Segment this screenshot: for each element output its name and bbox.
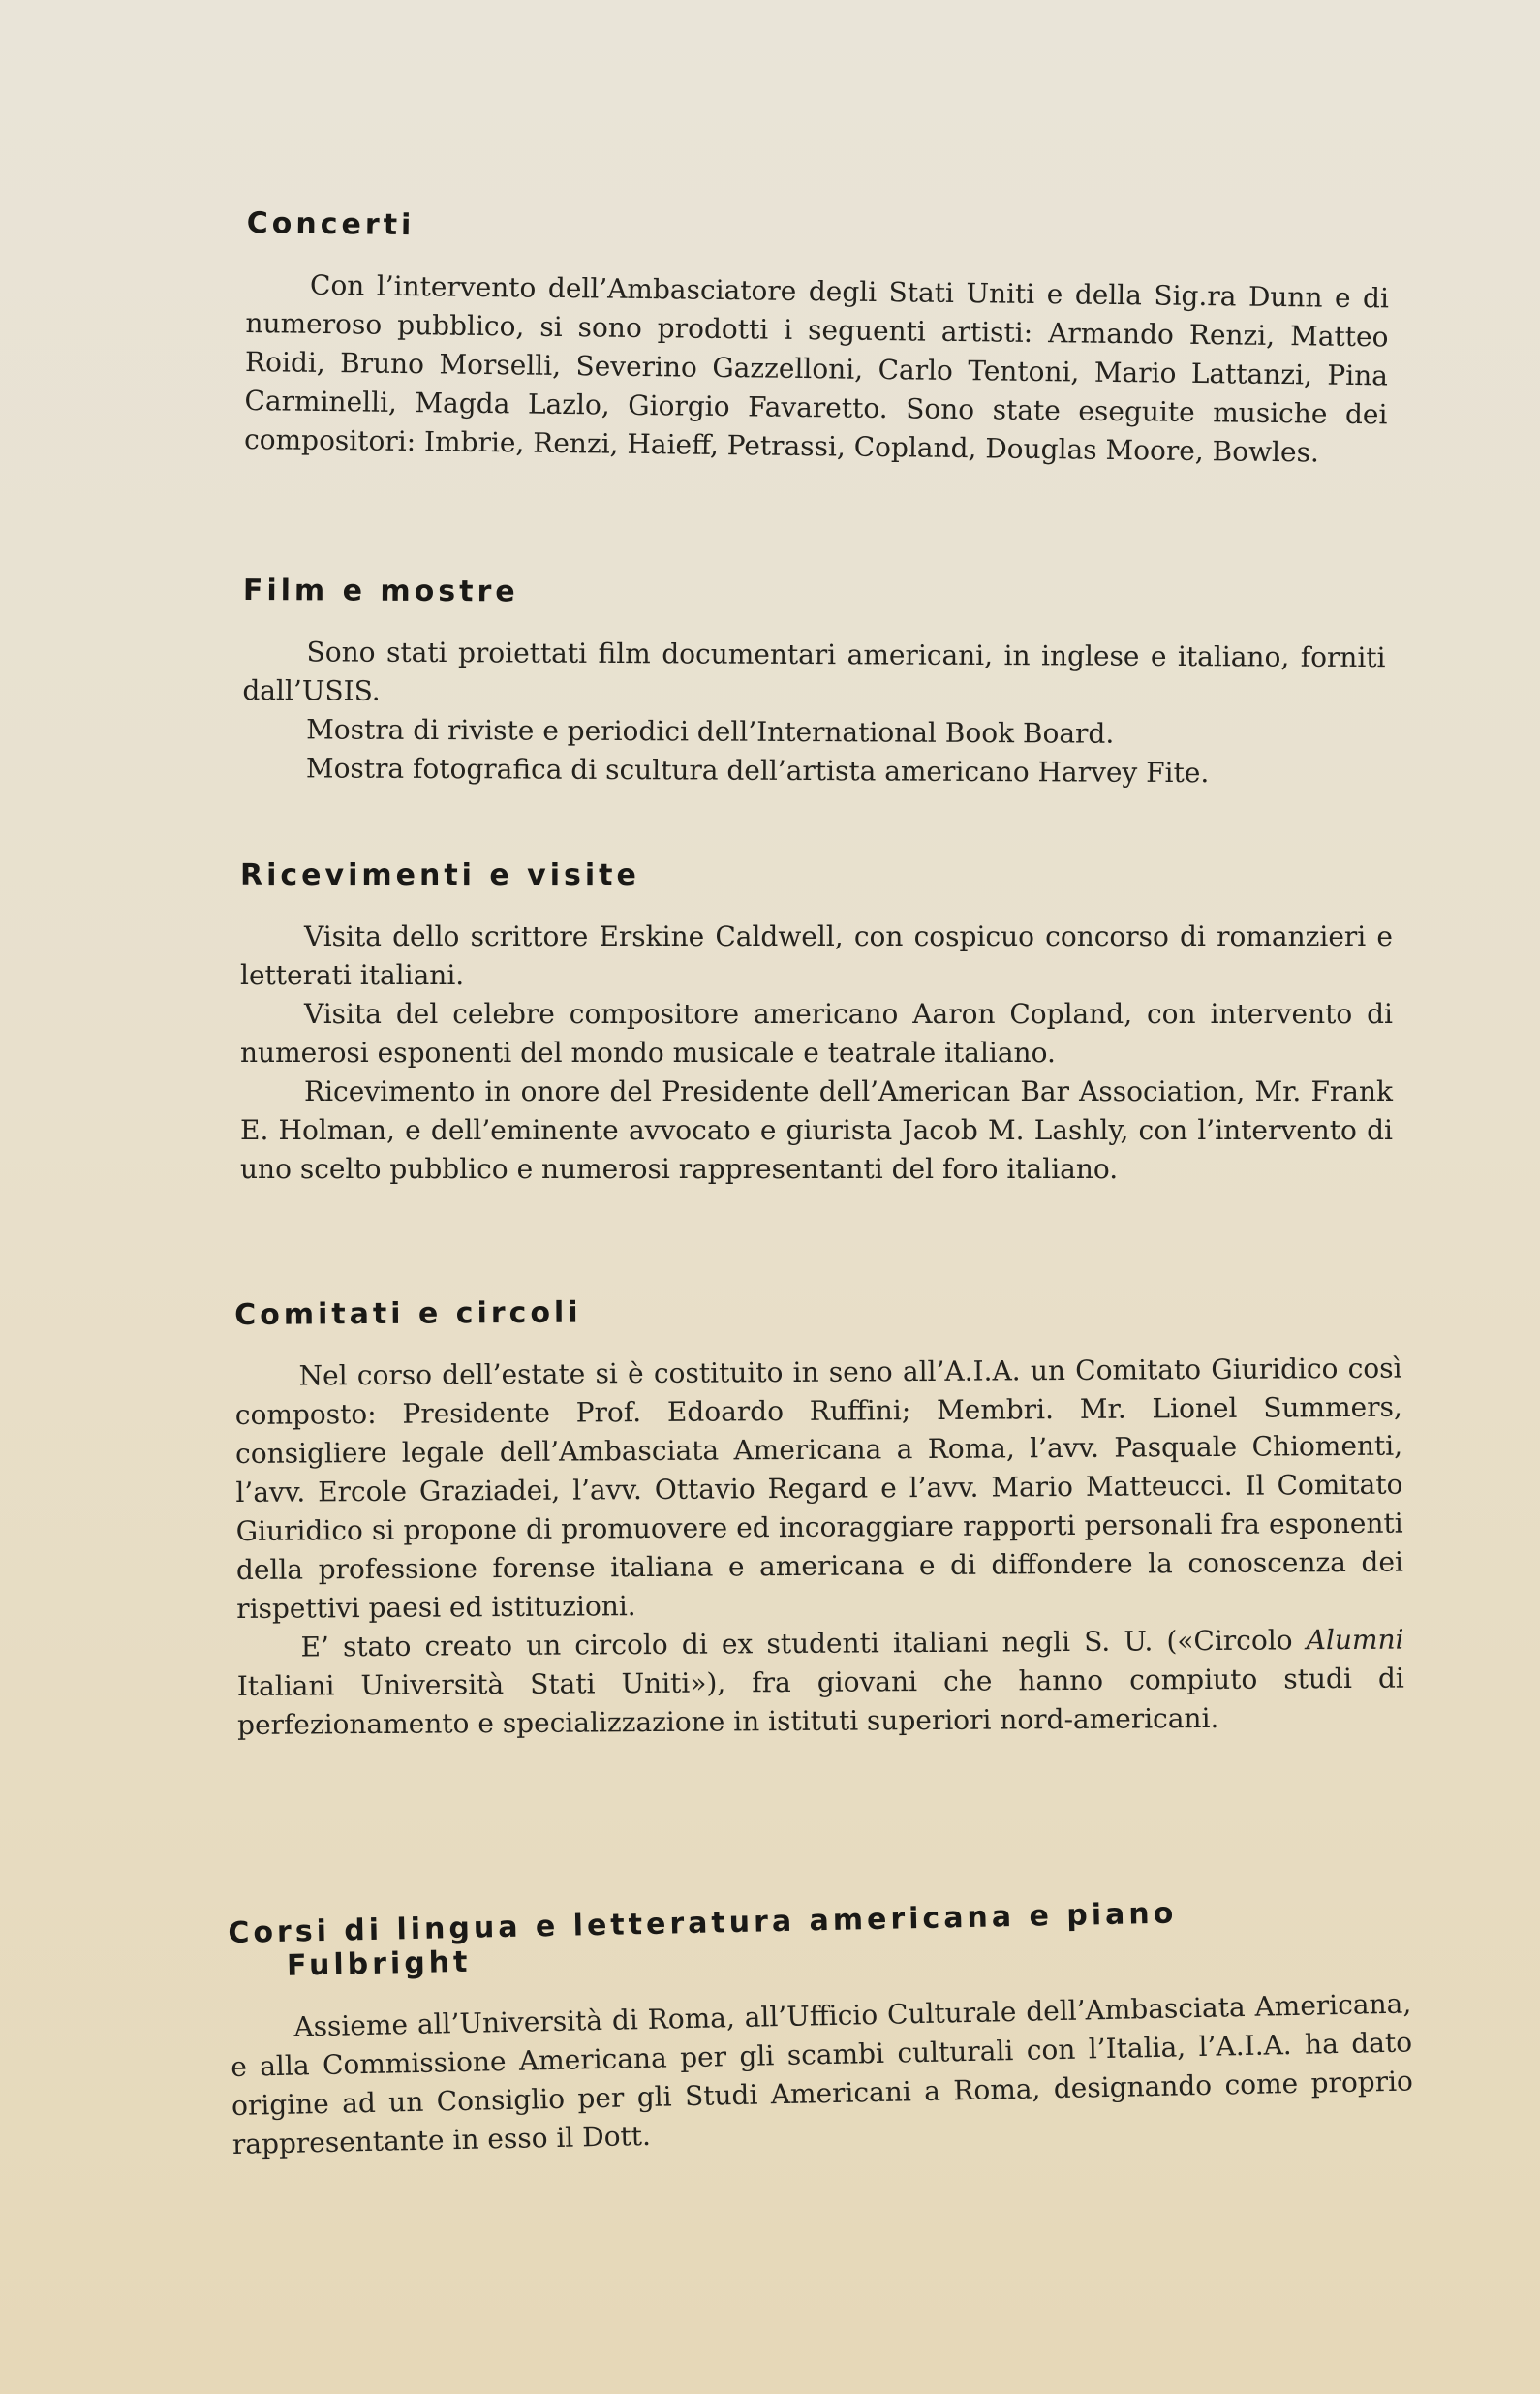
- paragraph: Visita del celebre compositore americano Aaron Copland, con intervento di numerosi esponenti del mondo musicale e teatrale italiano.: [240, 998, 1393, 1069]
- heading-comitati: Comitati e circoli: [234, 1295, 582, 1332]
- paragraph: Mostra di riviste e periodici dell’International Book Board.: [306, 713, 1115, 750]
- section-corsi: [228, 1891, 1414, 2163]
- paragraph: Nel corso dell’estate si è costituito in seno all’A.I.A. un Comitato Giuridico così composto: Presidente Prof. Edoardo Ruffini; Membri. Mr. Lionel Summers, consigliere legale dell’Ambasciata Americana a Roma, l’avv. Pasquale Chiomenti, l’avv. Ercole Graziadei, l’avv. Ottavio Regard e l’avv. Mario Matteucci. Il Comitato Giuridico si propone di promuovere ed incoraggiare rapporti personali fra esponenti della professione forense italiana e americana e di diffondere la conoscenza dei rispettivi paesi ed istituzioni.: [234, 1352, 1404, 1625]
- section-comitati: [234, 1290, 1404, 1745]
- heading-concerti: Concerti: [246, 206, 416, 243]
- heading-film-mostre: Film e mostre: [242, 574, 519, 609]
- heading-corsi: [228, 1891, 1410, 1984]
- paragraph: Con l’intervento dell’Ambasciatore degli Stati Uniti e della Sig.ra Dunn e di numeroso pubblico, si sono prodotti i seguenti artisti: Armando Renzi, Matteo Roidi, Bruno Morselli, Severino Gazzelloni, Carlo Tentoni, Mario Lattanzi, Pina Carminelli, Magda Lazlo, Giorgio Favaretto. Sono state eseguite musiche dei compositori: Imbrie, Renzi, Haieff, Petrassi, Copland, Douglas Moore, Bowles.: [243, 268, 1390, 469]
- paragraph: Sono stati proiettati film documentari americani, in inglese e italiano, forniti dall’USIS.: [242, 636, 1386, 707]
- paragraph: Visita dello scrittore Erskine Caldwell, con cospicuo concorso di romanzieri e letterati italiani.: [240, 920, 1393, 991]
- paragraph: Mostra fotografica di scultura dell’artista americano Harvey Fite.: [305, 752, 1210, 790]
- paragraph: Ricevimento in onore del Presidente dell’American Bar Association, Mr. Frank E. Holman, e dell’eminente avvocato e giurista Jacob M. Lashly, con l’intervento di uno scelto pubblico e numerosi rappresentanti del foro italiano.: [240, 1075, 1393, 1185]
- section-concerti: [244, 206, 1390, 473]
- section-film-mostre: [242, 574, 1386, 793]
- paragraph-circolo: [236, 1621, 1404, 1745]
- circolo-text-italic: Alumni: [1306, 1623, 1404, 1657]
- paragraph: Assieme all’Università di Roma, all’Ufficio Culturale dell’Ambasciata Americana, e alla Commissione Americana per gli scambi culturali con l’Italia, l’A.I.A. ha dato origine ad un Consiglio per gli Studi Americani a Roma, designando come proprio rappresentante in esso il Dott.: [230, 1987, 1414, 2161]
- heading-corsi-line1: Corsi di lingua e letteratura americana e piano: [228, 1896, 1178, 1950]
- section-ricevimenti: [240, 858, 1393, 1189]
- heading-ricevimenti: Ricevimenti e visite: [240, 858, 640, 892]
- circolo-text-before: E’ stato creato un circolo di ex studenti italiani negli S. U. («Circolo: [300, 1624, 1307, 1663]
- heading-corsi-line2: Fulbright: [286, 1944, 472, 1983]
- circolo-text-after: Italiani Università Stati Uniti»), fra giovani che hanno compiuto studi di perfezionamento e specializzazione in istituti superiori nord-americani.: [236, 1662, 1404, 1741]
